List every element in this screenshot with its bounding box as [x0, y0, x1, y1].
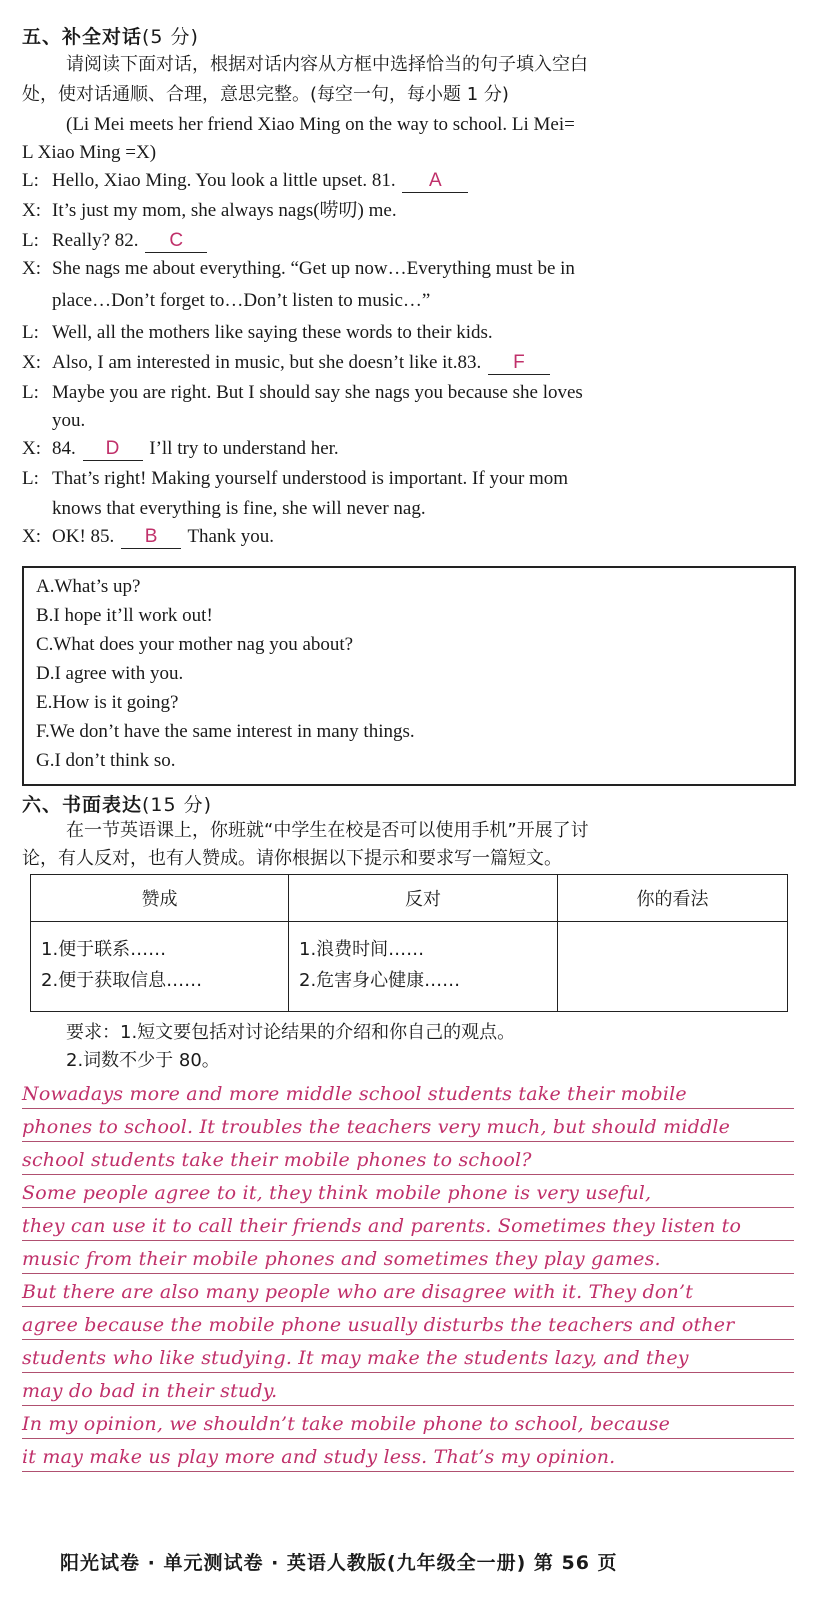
essay-line: In my opinion, we shouldn’t take mobile phone to school, because	[22, 1413, 671, 1435]
dialogue-line	[22, 464, 812, 494]
dialogue-text: She nags me about everything. “Get up now…Everything must be in	[52, 258, 575, 279]
essay-line: may do bad in their study.	[22, 1380, 278, 1402]
dialogue-text: Well, all the mothers like saying these words to their kids.	[52, 322, 493, 343]
section5-instruction-2: 处，使对话通顺、合理，意思完整。(每空一句，每小题 1 分)	[22, 84, 509, 105]
dialogue-text: you.	[52, 410, 86, 431]
speaker-label: X:	[22, 200, 41, 221]
dialogue-line-continued	[52, 286, 812, 316]
table-row	[31, 922, 788, 1012]
essay-line: phones to school. It troubles the teachers very much, but should middle	[22, 1116, 731, 1138]
essay-line: music from their mobile phones and sometimes they play games.	[22, 1248, 661, 1270]
answer-blank-85[interactable]: B	[121, 526, 181, 549]
dialogue-text: I’ll try to understand her.	[144, 438, 339, 459]
agree-point-2: 2.便于获取信息……	[41, 970, 203, 991]
dialogue-text: Also, I am interested in music, but she doesn’t like it.83.	[52, 352, 486, 373]
agree-point-1: 1.便于联系……	[41, 939, 167, 960]
dialogue-text: Thank you.	[183, 526, 274, 547]
requirement-2: 2.词数不少于 80。	[66, 1050, 220, 1071]
section6-points: (15 分)	[142, 794, 213, 816]
essay-line: agree because the mobile phone usually disturbs the teachers and other	[22, 1314, 735, 1336]
speaker-label: X:	[22, 438, 41, 459]
option-b: B.I hope it’ll work out!	[36, 605, 213, 626]
table-header-row	[31, 875, 788, 922]
dialogue-text: Hello, Xiao Ming. You look a little upset. 81.	[52, 170, 401, 191]
dialogue-line	[22, 522, 812, 552]
speaker-label: X:	[22, 352, 41, 373]
table-cell-your-view[interactable]	[558, 922, 788, 1012]
speaker-label: L:	[22, 170, 39, 191]
section6-title	[22, 790, 212, 817]
opinion-table	[30, 874, 788, 1012]
dialogue-text: Maybe you are right. But I should say she nags you because she loves	[52, 382, 583, 403]
dialogue-text: OK! 85.	[52, 526, 120, 547]
essay-line: school students take their mobile phones to school?	[22, 1149, 532, 1171]
dialogue-text: place…Don’t forget to…Don’t listen to music…”	[52, 290, 431, 311]
dialogue-line	[22, 166, 812, 196]
answer-blank-82[interactable]: C	[145, 230, 207, 253]
dialogue-context-2: L Xiao Ming =X)	[22, 142, 157, 163]
speaker-label: X:	[22, 258, 41, 279]
dialogue-line	[22, 348, 812, 378]
dialogue-text: Really? 82.	[52, 230, 144, 251]
speaker-label: L:	[22, 230, 39, 251]
essay-line: students who like studying. It may make the students lazy, and they	[22, 1347, 689, 1369]
section6-prompt-2: 论，有人反对，也有人赞成。请你根据以下提示和要求写一篇短文。	[22, 848, 562, 869]
option-a: A.What’s up?	[36, 576, 141, 597]
dialogue-context-1: (Li Mei meets her friend Xiao Ming on the way to school. Li Mei=	[66, 114, 575, 135]
essay-line: Some people agree to it, they think mobile phone is very useful,	[22, 1182, 652, 1204]
speaker-label: L:	[22, 322, 39, 343]
dialogue-line	[22, 434, 812, 464]
dialogue-text: 84.	[52, 438, 81, 459]
speaker-label: X:	[22, 526, 41, 547]
dialogue-text: It’s just my mom, she always nags(唠叨) me.	[52, 200, 397, 221]
table-cell-against	[289, 922, 558, 1012]
essay-line: it may make us play more and study less. That’s my opinion.	[22, 1446, 616, 1468]
dialogue-text: knows that everything is fine, she will never nag.	[52, 498, 426, 519]
option-f: F.We don’t have the same interest in many things.	[36, 721, 415, 742]
dialogue-line	[22, 378, 812, 408]
section5-points: (5 分)	[142, 26, 199, 48]
answer-blank-84[interactable]: D	[83, 438, 143, 461]
section6-title-text: 六、书面表达	[22, 794, 143, 816]
requirement-1: 要求：1.短文要包括对讨论结果的介绍和你自己的观点。	[66, 1022, 516, 1043]
page-footer: 阳光试卷 · 单元测试卷 · 英语人教版(九年级全一册) 第 56 页	[60, 1552, 618, 1574]
dialogue-line	[22, 318, 812, 348]
dialogue-line-continued	[52, 406, 812, 436]
essay-line: But there are also many people who are disagree with it. They don’t	[22, 1281, 694, 1303]
essay-line: Nowadays more and more middle school students take their mobile	[22, 1083, 687, 1105]
dialogue-line	[22, 254, 812, 284]
against-point-2: 2.危害身心健康……	[299, 970, 461, 991]
speaker-label: L:	[22, 382, 39, 403]
answer-blank-81[interactable]: A	[402, 170, 468, 193]
section5-title-text: 五、补全对话	[22, 26, 143, 48]
table-header-against: 反对	[289, 875, 558, 922]
table-cell-agree	[31, 922, 289, 1012]
section5-instruction-1: 请阅读下面对话，根据对话内容从方框中选择恰当的句子填入空白	[66, 54, 588, 75]
section5-title	[22, 22, 199, 49]
answer-blank-83[interactable]: F	[488, 352, 550, 375]
dialogue-line-continued	[52, 494, 812, 524]
option-c: C.What does your mother nag you about?	[36, 634, 354, 655]
against-point-1: 1.浪费时间……	[299, 939, 425, 960]
options-box	[22, 566, 796, 786]
section6-prompt-1: 在一节英语课上，你班就“中学生在校是否可以使用手机”开展了讨	[66, 820, 589, 841]
dialogue-line	[22, 196, 812, 226]
speaker-label: L:	[22, 468, 39, 489]
table-header-your-view: 你的看法	[558, 875, 788, 922]
option-e: E.How is it going?	[36, 692, 179, 713]
essay-line: they can use it to call their friends and parents. Sometimes they listen to	[22, 1215, 742, 1237]
dialogue-text: That’s right! Making yourself understood is important. If your mom	[52, 468, 569, 489]
option-g: G.I don’t think so.	[36, 750, 176, 771]
option-d: D.I agree with you.	[36, 663, 184, 684]
table-header-agree: 赞成	[31, 875, 289, 922]
dialogue-line	[22, 226, 812, 256]
